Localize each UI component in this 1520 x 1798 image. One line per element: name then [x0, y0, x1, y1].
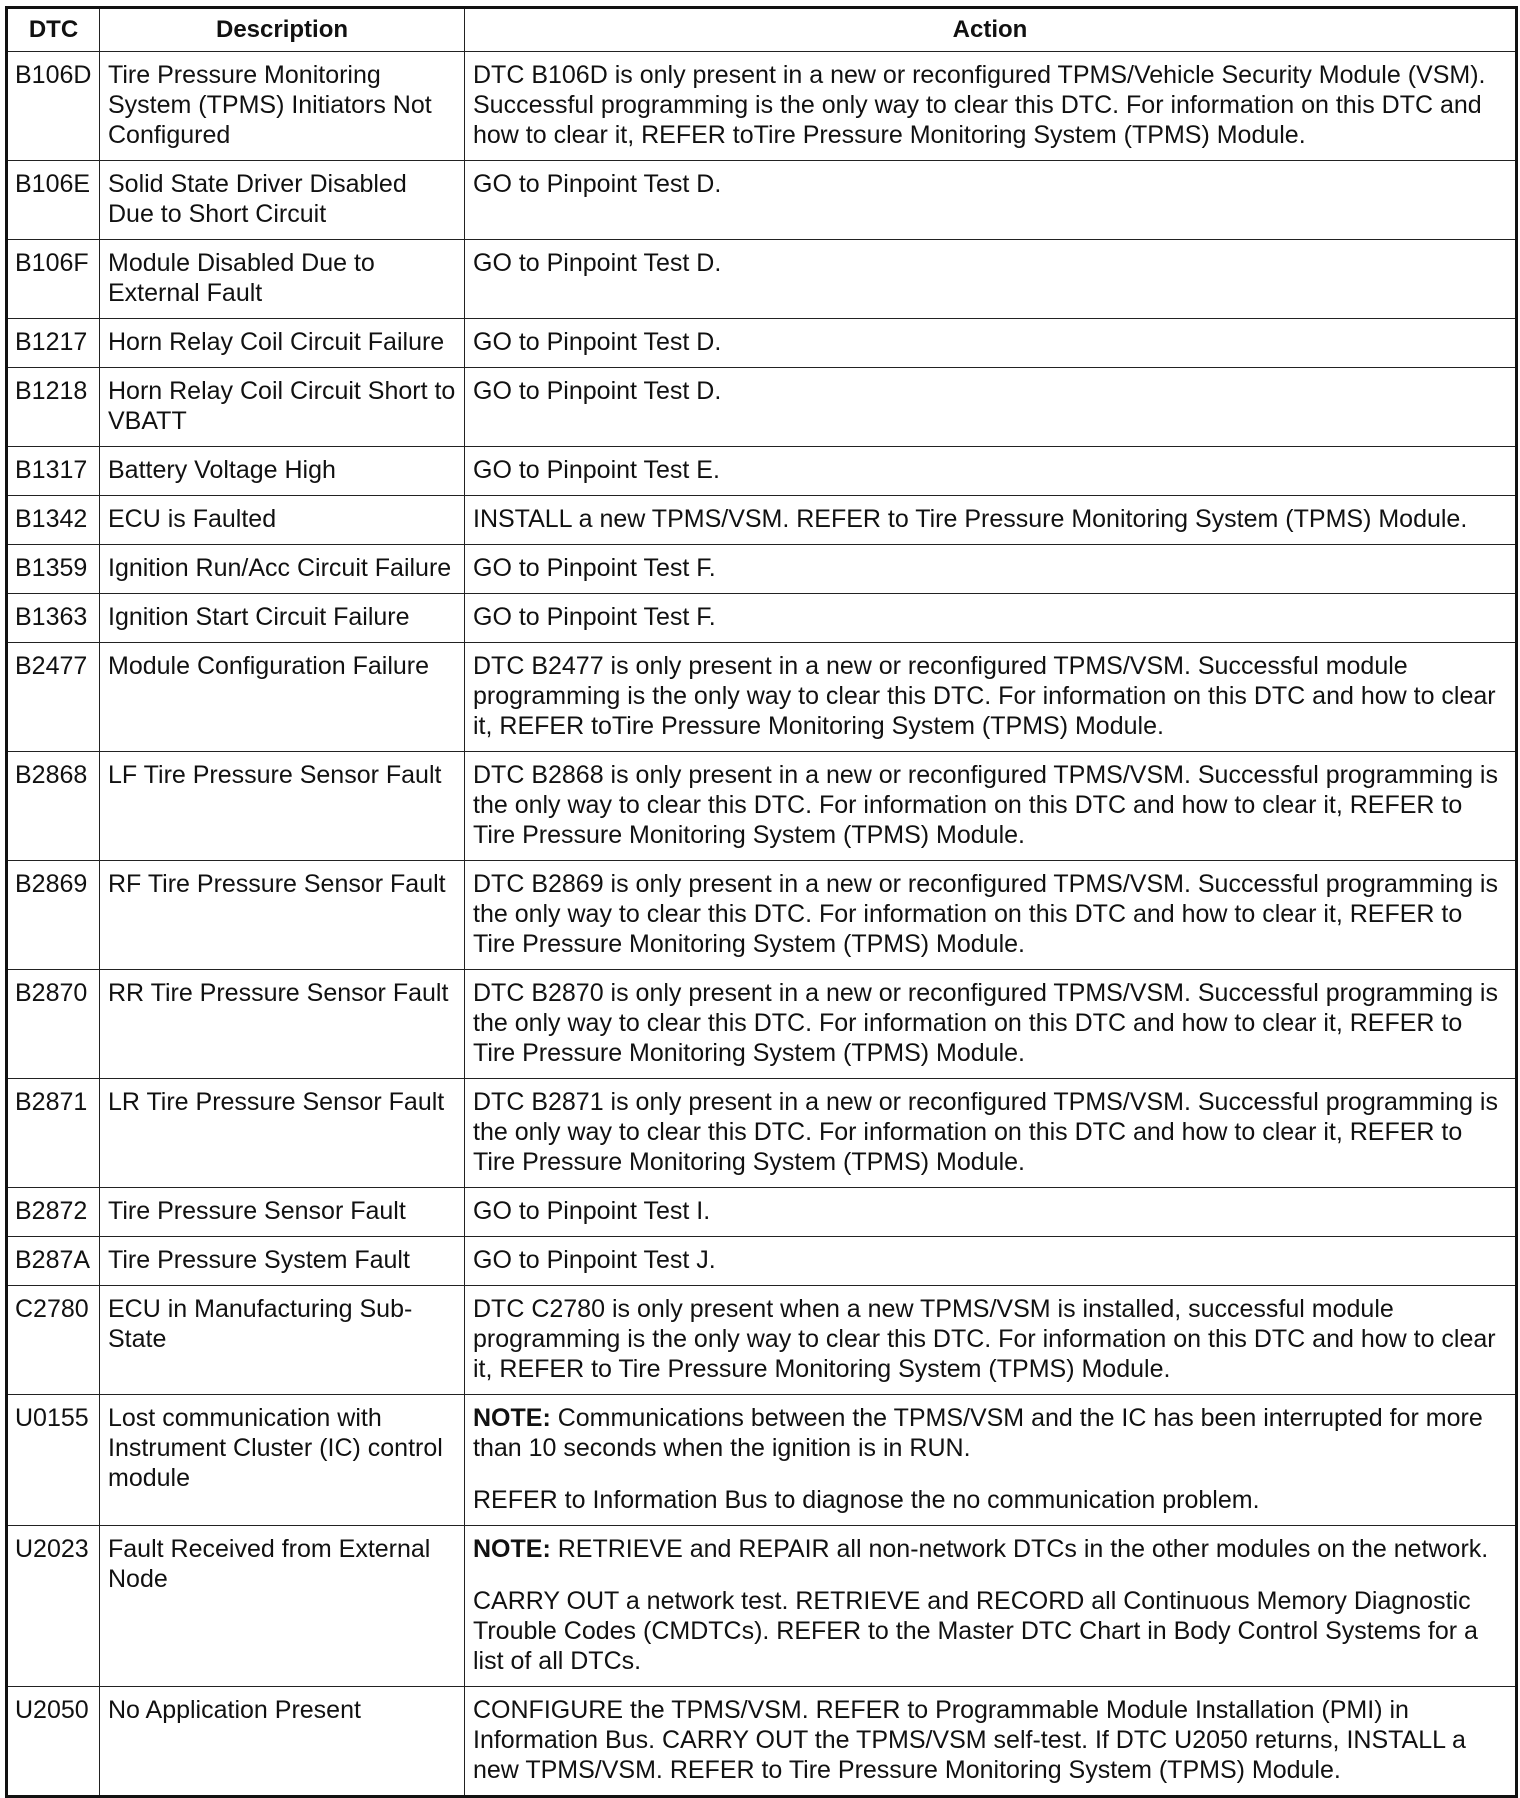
dtc-description: RF Tire Pressure Sensor Fault: [100, 861, 465, 970]
action-text: CARRY OUT a network test. RETRIEVE and RECORD all Continuous Memory Diagnostic Trouble Codes (CMDTCs). REFER to the Master DTC Chart in Body Control Systems for a list of all DTCs.: [473, 1587, 1478, 1675]
action-paragraph: [473, 376, 1507, 406]
dtc-action: [465, 1286, 1517, 1395]
dtc-code: B1359: [7, 545, 100, 594]
dtc-code: B2869: [7, 861, 100, 970]
dtc-action: [465, 545, 1517, 594]
action-paragraph: [473, 1485, 1507, 1515]
table-row: [7, 970, 1517, 1079]
dtc-action: [465, 368, 1517, 447]
dtc-action: [465, 161, 1517, 240]
action-text: INSTALL a new TPMS/VSM. REFER to Tire Pressure Monitoring System (TPMS) Module.: [473, 505, 1468, 533]
action-paragraph: [473, 553, 1507, 583]
dtc-code: U2023: [7, 1526, 100, 1687]
dtc-description: Ignition Run/Acc Circuit Failure: [100, 545, 465, 594]
action-paragraph: [473, 169, 1507, 199]
table-row: [7, 1188, 1517, 1237]
action-paragraph: [473, 455, 1507, 485]
dtc-code: C2780: [7, 1286, 100, 1395]
action-text: DTC B2477 is only present in a new or reconfigured TPMS/VSM. Successful module programming is the only way to clear this DTC. For information on this DTC and how to clear it, REFER toTire Pressure Monitoring System (TPMS) Module.: [473, 652, 1496, 740]
action-paragraph: [473, 1196, 1507, 1226]
action-paragraph: [473, 651, 1507, 741]
dtc-action: [465, 1079, 1517, 1188]
dtc-description: Tire Pressure Monitoring System (TPMS) Initiators Not Configured: [100, 52, 465, 161]
dtc-description: ECU is Faulted: [100, 496, 465, 545]
action-text: GO to Pinpoint Test D.: [473, 170, 722, 198]
dtc-code: B1217: [7, 319, 100, 368]
action-text: CONFIGURE the TPMS/VSM. REFER to Programmable Module Installation (PMI) in Information Bus. CARRY OUT the TPMS/VSM self-test. If DTC U2050 returns, INSTALL a new TPMS/VSM. REFER to Tire Pressure Monitoring System (TPMS) Module.: [473, 1696, 1466, 1784]
dtc-action: [465, 1687, 1517, 1797]
table-row: [7, 496, 1517, 545]
action-paragraph: [473, 760, 1507, 850]
dtc-code: B1363: [7, 594, 100, 643]
dtc-description: Fault Received from External Node: [100, 1526, 465, 1687]
table-row: [7, 1395, 1517, 1526]
header-description: Description: [100, 8, 465, 52]
action-text: GO to Pinpoint Test D.: [473, 249, 722, 277]
action-text: GO to Pinpoint Test D.: [473, 328, 722, 356]
dtc-code: B1218: [7, 368, 100, 447]
dtc-code: U0155: [7, 1395, 100, 1526]
action-text: DTC C2780 is only present when a new TPMS/VSM is installed, successful module programming is the only way to clear this DTC. For information on this DTC and how to clear it, REFER to Tire Pressure Monitoring System (TPMS) Module.: [473, 1295, 1496, 1383]
action-paragraph: [473, 1534, 1507, 1564]
dtc-description: Battery Voltage High: [100, 447, 465, 496]
dtc-code: B2477: [7, 643, 100, 752]
dtc-table: [5, 6, 1518, 1798]
dtc-code: B1342: [7, 496, 100, 545]
table-row: [7, 52, 1517, 161]
dtc-description: LF Tire Pressure Sensor Fault: [100, 752, 465, 861]
action-paragraph: [473, 327, 1507, 357]
table-row: [7, 1526, 1517, 1687]
table-body: [7, 52, 1517, 1797]
action-text: GO to Pinpoint Test I.: [473, 1197, 711, 1225]
table-row: [7, 643, 1517, 752]
dtc-action: [465, 240, 1517, 319]
table-row: [7, 1286, 1517, 1395]
dtc-code: U2050: [7, 1687, 100, 1797]
header-dtc: DTC: [7, 8, 100, 52]
action-text: DTC B2870 is only present in a new or reconfigured TPMS/VSM. Successful programming is the only way to clear this DTC. For information on this DTC and how to clear it, REFER to Tire Pressure Monitoring System (TPMS) Module.: [473, 979, 1498, 1067]
dtc-action: [465, 752, 1517, 861]
action-paragraph: [473, 1695, 1507, 1785]
table-header-row: [7, 8, 1517, 52]
dtc-action: [465, 319, 1517, 368]
action-text: DTC B2869 is only present in a new or reconfigured TPMS/VSM. Successful programming is the only way to clear this DTC. For information on this DTC and how to clear it, REFER to Tire Pressure Monitoring System (TPMS) Module.: [473, 870, 1498, 958]
dtc-action: [465, 643, 1517, 752]
dtc-action: [465, 1188, 1517, 1237]
action-text: GO to Pinpoint Test D.: [473, 377, 722, 405]
dtc-code: B1317: [7, 447, 100, 496]
dtc-description: Module Disabled Due to External Fault: [100, 240, 465, 319]
table-row: [7, 861, 1517, 970]
dtc-code: B287A: [7, 1237, 100, 1286]
dtc-action: [465, 970, 1517, 1079]
action-text: GO to Pinpoint Test E.: [473, 456, 720, 484]
table-row: [7, 1079, 1517, 1188]
dtc-action: [465, 594, 1517, 643]
action-paragraph: [473, 1245, 1507, 1275]
action-text: REFER to Information Bus to diagnose the no communication problem.: [473, 1486, 1260, 1514]
dtc-action: [465, 1395, 1517, 1526]
table-row: [7, 1687, 1517, 1797]
action-paragraph: [473, 602, 1507, 632]
dtc-code: B106D: [7, 52, 100, 161]
table-row: [7, 752, 1517, 861]
action-text: RETRIEVE and REPAIR all non-network DTCs in the other modules on the network.: [550, 1535, 1489, 1563]
dtc-action: [465, 447, 1517, 496]
dtc-code: B106E: [7, 161, 100, 240]
table-row: [7, 447, 1517, 496]
action-text: GO to Pinpoint Test F.: [473, 554, 716, 582]
table-row: [7, 1237, 1517, 1286]
dtc-description: Tire Pressure Sensor Fault: [100, 1188, 465, 1237]
action-paragraph: [473, 1403, 1507, 1463]
dtc-code: B106F: [7, 240, 100, 319]
note-label: NOTE:: [473, 1535, 551, 1563]
dtc-action: [465, 1237, 1517, 1286]
dtc-description: Module Configuration Failure: [100, 643, 465, 752]
dtc-description: Horn Relay Coil Circuit Failure: [100, 319, 465, 368]
header-action: Action: [465, 8, 1517, 52]
action-paragraph: [473, 1294, 1507, 1384]
table-row: [7, 319, 1517, 368]
dtc-description: LR Tire Pressure Sensor Fault: [100, 1079, 465, 1188]
dtc-description: Horn Relay Coil Circuit Short to VBATT: [100, 368, 465, 447]
dtc-code: B2871: [7, 1079, 100, 1188]
action-text: Communications between the TPMS/VSM and the IC has been interrupted for more than 10 seconds when the ignition is in RUN.: [473, 1404, 1483, 1462]
action-paragraph: [473, 60, 1507, 150]
dtc-description: Lost communication with Instrument Cluster (IC) control module: [100, 1395, 465, 1526]
dtc-action: [465, 1526, 1517, 1687]
action-paragraph: [473, 248, 1507, 278]
action-text: DTC B106D is only present in a new or reconfigured TPMS/Vehicle Security Module (VSM). Successful programming is the only way to clear this DTC. For information on this DTC and how to clear it, REFER toTire Pressure Monitoring System (TPMS) Module.: [473, 61, 1486, 149]
table-row: [7, 161, 1517, 240]
dtc-description: No Application Present: [100, 1687, 465, 1797]
action-text: GO to Pinpoint Test J.: [473, 1246, 716, 1274]
dtc-code: B2870: [7, 970, 100, 1079]
action-text: DTC B2868 is only present in a new or reconfigured TPMS/VSM. Successful programming is the only way to clear this DTC. For information on this DTC and how to clear it, REFER to Tire Pressure Monitoring System (TPMS) Module.: [473, 761, 1498, 849]
table-row: [7, 594, 1517, 643]
action-paragraph: [473, 504, 1507, 534]
action-paragraph: [473, 978, 1507, 1068]
action-paragraph: [473, 1087, 1507, 1177]
dtc-description: Ignition Start Circuit Failure: [100, 594, 465, 643]
table-row: [7, 240, 1517, 319]
dtc-description: Solid State Driver Disabled Due to Short Circuit: [100, 161, 465, 240]
dtc-description: ECU in Manufacturing Sub-State: [100, 1286, 465, 1395]
dtc-action: [465, 496, 1517, 545]
table-row: [7, 368, 1517, 447]
table-row: [7, 545, 1517, 594]
action-text: GO to Pinpoint Test F.: [473, 603, 716, 631]
dtc-code: B2868: [7, 752, 100, 861]
note-label: NOTE:: [473, 1404, 551, 1432]
action-paragraph: [473, 1586, 1507, 1676]
action-text: DTC B2871 is only present in a new or reconfigured TPMS/VSM. Successful programming is the only way to clear this DTC. For information on this DTC and how to clear it, REFER to Tire Pressure Monitoring System (TPMS) Module.: [473, 1088, 1498, 1176]
action-paragraph: [473, 869, 1507, 959]
dtc-action: [465, 861, 1517, 970]
dtc-description: RR Tire Pressure Sensor Fault: [100, 970, 465, 1079]
dtc-description: Tire Pressure System Fault: [100, 1237, 465, 1286]
dtc-code: B2872: [7, 1188, 100, 1237]
dtc-action: [465, 52, 1517, 161]
